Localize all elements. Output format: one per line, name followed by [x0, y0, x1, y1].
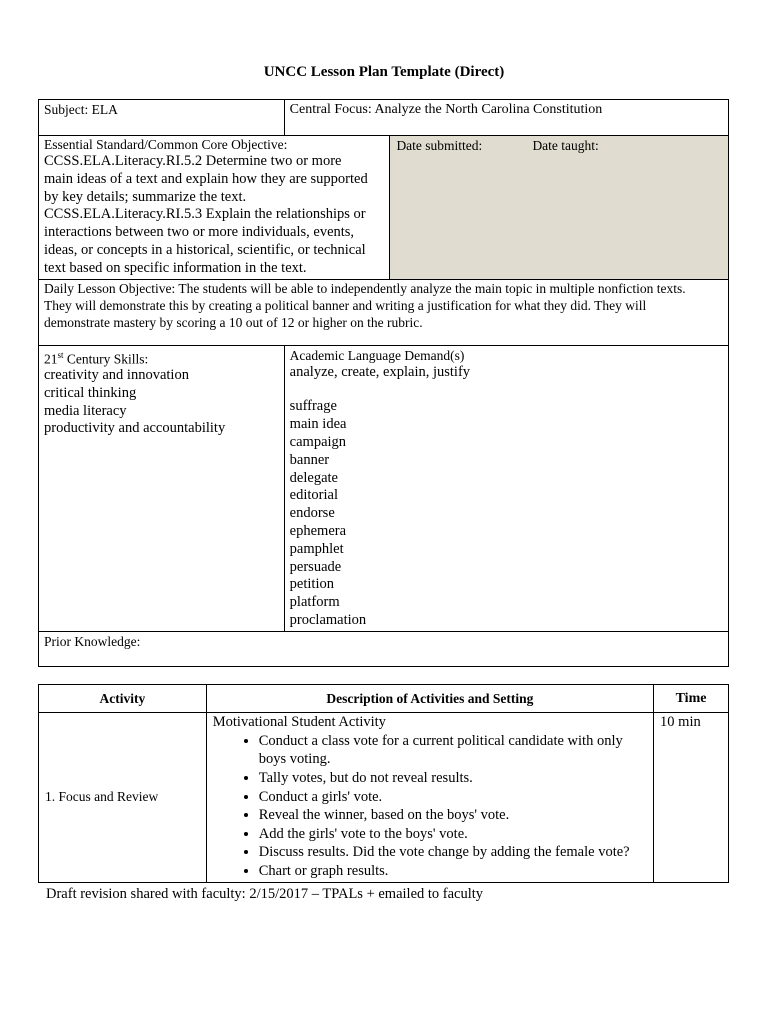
skill-item: critical thinking: [44, 384, 137, 401]
academic-language-label: Academic Language Demand(s): [289, 347, 465, 363]
footer-note: Draft revision shared with faculty: 2/15/2017 – TPALs + emailed to faculty: [46, 886, 484, 902]
vocab-item: endorse: [289, 505, 335, 522]
vocab-item: ephemera: [289, 522, 347, 539]
standard-line: ideas, or concepts in a historical, scientific, or technical: [44, 241, 366, 258]
objective-line: demonstrate mastery by scoring a 10 out of 12 or higher on the rubric.: [44, 314, 423, 330]
vocab-item: proclamation: [289, 611, 367, 628]
daily-objective-cell: [39, 279, 729, 345]
objective-line: Daily Lesson Objective: The students will be able to independently analyze the main topic in multiple nonfiction texts.: [44, 280, 686, 296]
prior-knowledge-cell: [39, 631, 729, 666]
skill-item: productivity and accountability: [44, 420, 226, 437]
prior-knowledge-label: Prior Knowledge:: [44, 633, 141, 649]
vocab-item: petition: [289, 576, 334, 593]
vocab-item: banner: [289, 451, 330, 468]
skill-item: creativity and innovation: [44, 367, 189, 384]
vocab-item: editorial: [289, 487, 338, 504]
skills-label: [44, 347, 279, 368]
activity-name: 1. Focus and Review: [45, 789, 159, 805]
subject-cell: [39, 100, 285, 136]
activity-bullet: • Discuss results. Did the vote change by adding the female vote?: [259, 843, 647, 862]
dates-cell: [390, 136, 729, 280]
time-cell: [654, 713, 729, 883]
standard-line: CCSS.ELA.Literacy.RI.5.3 Explain the relationships or: [44, 206, 366, 223]
activity-bullet: • Reveal the winner, based on the boys' vote.: [259, 806, 647, 825]
activity-bullet: • Tally votes, but do not reveal results.: [259, 769, 647, 788]
essential-standard-label: Essential Standard/Common Core Objective:: [44, 137, 288, 152]
time-value: 10 min: [660, 714, 701, 730]
date-taught-label: Date taught:: [532, 138, 599, 153]
central-focus-text: Central Focus: Analyze the North Carolina Constitution: [289, 102, 603, 117]
vocab-item: main idea: [289, 416, 347, 433]
central-focus-cell: [284, 100, 728, 136]
skills-label-num: 21: [44, 351, 58, 367]
academic-language-verbs: analyze, create, explain, justify: [289, 363, 471, 380]
vocab-list: [290, 398, 723, 629]
vocab-item: delegate: [289, 469, 338, 486]
standard-line: CCSS.ELA.Literacy.RI.5.2 Determine two or more: [44, 153, 342, 169]
skills-label-sup: st: [57, 349, 64, 360]
vocab-item: platform: [289, 594, 340, 611]
standard-line: text based on specific information in the text.: [44, 259, 307, 276]
skills-label-rest: Century Skills:: [63, 351, 149, 367]
activity-cell: [39, 713, 207, 883]
activity-bullet: • Add the girls' vote to the boys' vote.: [259, 825, 647, 844]
activity-table: [38, 684, 729, 883]
description-cell: [206, 713, 653, 883]
essential-standard-body: [44, 153, 384, 278]
activity-bullet: • Conduct a girls' vote.: [259, 788, 647, 807]
objective-line: They will demonstrate this by creating a political banner and writing a justification for what they did. They will: [44, 297, 647, 313]
academic-language-cell: [284, 345, 728, 631]
standard-line: by key details; summarize the text.: [44, 188, 247, 205]
skills-cell: [39, 345, 285, 631]
skill-item: media literacy: [44, 402, 127, 419]
activity-heading: Motivational Student Activity: [212, 714, 386, 730]
essential-standard-cell: [39, 136, 390, 280]
subject-text: Subject: ELA: [44, 102, 118, 117]
lesson-plan-table: [38, 99, 729, 667]
vocab-item: pamphlet: [289, 540, 344, 557]
activity-bullet-list: [213, 732, 647, 881]
vocab-item: persuade: [289, 558, 342, 575]
description-header: Description of Activities and Setting: [206, 685, 653, 713]
document-title: UNCC Lesson Plan Template (Direct): [263, 64, 505, 80]
standard-line: interactions between two or more individuals, events,: [44, 224, 355, 241]
vocab-item: suffrage: [289, 398, 337, 415]
activity-bullet: • Chart or graph results.: [259, 862, 647, 881]
activity-bullet: • Conduct a class vote for a current political candidate with only boys voting.: [259, 732, 647, 769]
vocab-item: campaign: [289, 433, 347, 450]
time-header: Time: [654, 685, 729, 713]
activity-header: Activity: [39, 685, 207, 713]
standard-line: main ideas of a text and explain how they are supported: [44, 170, 368, 187]
date-submitted-label: Date submitted:: [396, 138, 483, 153]
